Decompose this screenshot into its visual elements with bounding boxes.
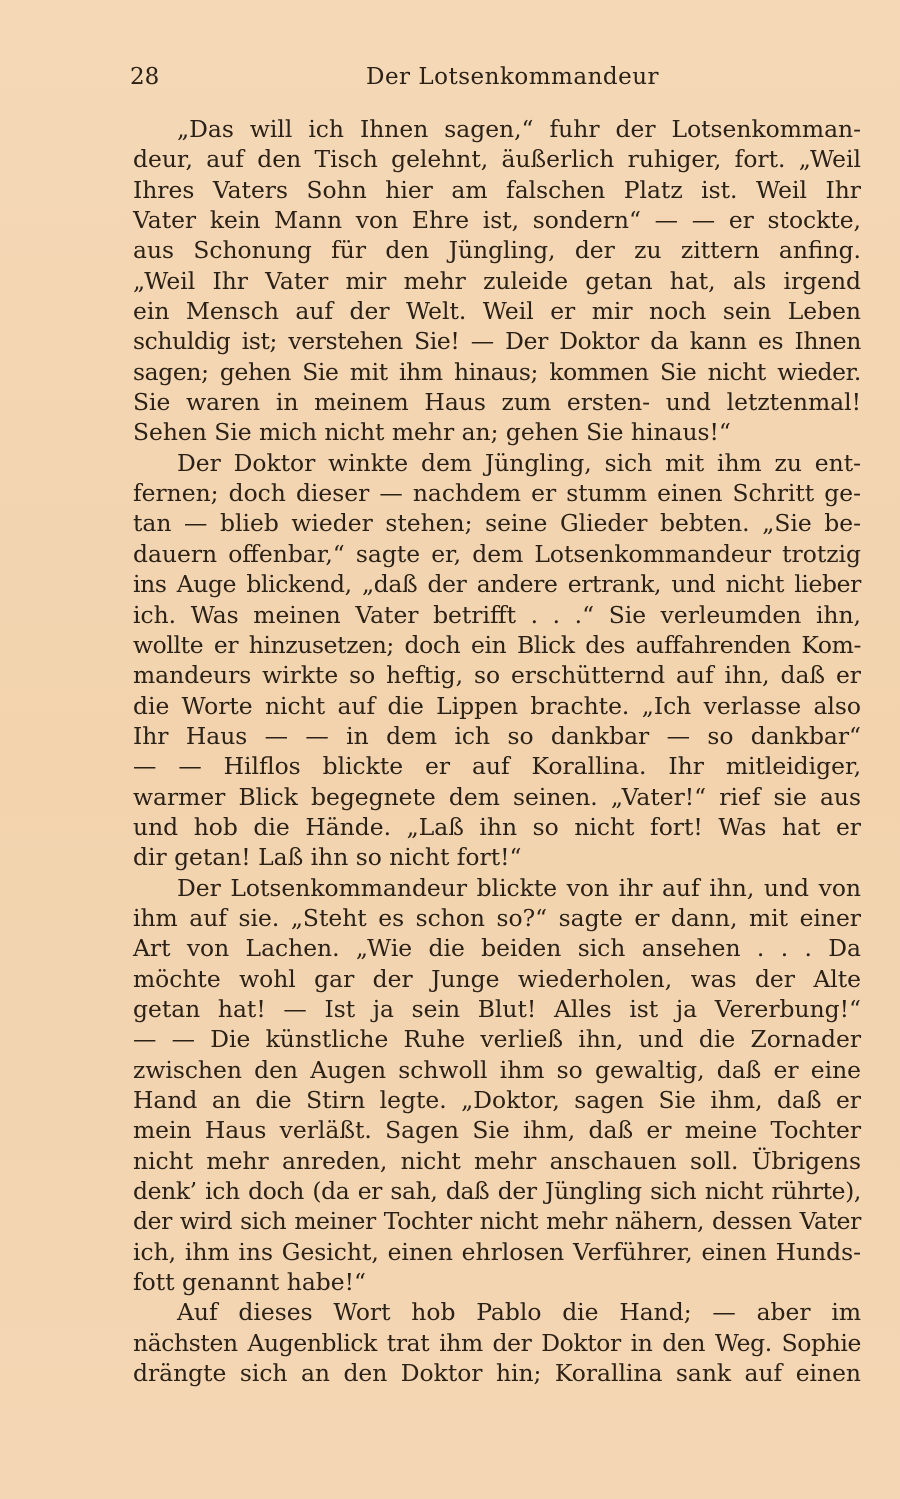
text-line: denk’ ich doch (da er sah, daß der Jüngling sich nicht rührte), xyxy=(133,1177,861,1206)
text-line: — — Hilflos blickte er auf Korallina. Ihr mitleidiger, xyxy=(133,752,861,781)
running-head xyxy=(130,60,860,94)
running-title: Der Lotsenkommandeur xyxy=(366,64,660,90)
text-line: möchte wohl gar der Junge wiederholen, was der Alte xyxy=(133,964,861,993)
text-line: Hand an die Stirn legte. „Doktor, sagen Sie ihm, daß er xyxy=(133,1086,861,1114)
text-line: „Das will ich Ihnen sagen,“ fuhr der Lotsenkomman- xyxy=(177,115,861,143)
text-line: getan hat! — Ist ja sein Blut! Alles ist ja Vererbung!“ xyxy=(133,994,861,1023)
text-line: deur, auf den Tisch gelehnt, äußerlich ruhiger, fort. „Weil xyxy=(133,145,861,174)
text-line: ich. Was meinen Vater betrifft . . .“ Sie verleumden ihn, xyxy=(133,600,861,629)
text-line: mandeurs wirkte so heftig, so erschütternd auf ihn, daß er xyxy=(133,661,861,690)
text-line: der wird sich meiner Tochter nicht mehr nähern, dessen Vater xyxy=(133,1207,861,1236)
text-line: Vater kein Mann von Ehre ist, sondern“ — — er stockte, xyxy=(133,206,861,235)
text-line: ich, ihm ins Gesicht, einen ehrlosen Verführer, einen Hunds- xyxy=(133,1237,861,1266)
text-line: sagen; gehen Sie mit ihm hinaus; kommen Sie nicht wieder. xyxy=(133,357,861,386)
text-line: tan — blieb wieder stehen; seine Glieder bebten. „Sie be- xyxy=(133,509,861,538)
text-line: dir getan! Laß ihn so nicht fort!“ xyxy=(133,843,522,872)
text-line: Der Doktor winkte dem Jüngling, sich mit ihm zu ent- xyxy=(177,448,861,477)
text-line: warmer Blick begegnete dem seinen. „Vater!“ rief sie aus xyxy=(133,782,861,811)
text-line: drängte sich an den Doktor hin; Korallina sank auf einen xyxy=(133,1359,861,1388)
text-line: zwischen den Augen schwoll ihm so gewaltig, daß er eine xyxy=(133,1055,861,1084)
text-line: mein Haus verläßt. Sagen Sie ihm, daß er meine Tochter xyxy=(133,1116,861,1145)
text-line: ein Mensch auf der Welt. Weil er mir noch sein Leben xyxy=(133,297,861,326)
text-line: Sie waren in meinem Haus zum ersten- und letztenmal! xyxy=(133,388,861,417)
text-line: dauern offenbar,“ sagte er, dem Lotsenkommandeur trotzig xyxy=(133,539,861,568)
text-line: wollte er hinzusetzen; doch ein Blick des auffahrenden Kom- xyxy=(133,630,861,659)
page-number: 28 xyxy=(130,64,160,90)
text-line: schuldig ist; verstehen Sie! — Der Doktor da kann es Ihnen xyxy=(133,327,861,356)
text-line: fott genannt habe!“ xyxy=(133,1268,366,1297)
text-line: Sehen Sie mich nicht mehr an; gehen Sie hinaus!“ xyxy=(133,418,731,447)
text-line: die Worte nicht auf die Lippen brachte. „Ich verlasse also xyxy=(133,691,861,720)
text-line: — — Die künstliche Ruhe verließ ihn, und die Zornader xyxy=(133,1025,861,1054)
text-line: Auf dieses Wort hob Pablo die Hand; — aber im xyxy=(177,1298,861,1327)
text-line: und hob die Hände. „Laß ihn so nicht fort! Was hat er xyxy=(133,812,861,841)
text-line: Art von Lachen. „Wie die beiden sich ansehen . . . Da xyxy=(133,934,861,963)
text-line: Der Lotsenkommandeur blickte von ihr auf ihn, und von xyxy=(177,873,861,902)
text-line: aus Schonung für den Jüngling, der zu zittern anfing. xyxy=(133,236,861,265)
text-line: fernen; doch dieser — nachdem er stumm einen Schritt ge- xyxy=(133,479,861,508)
text-line: Ihr Haus — — in dem ich so dankbar — so dankbar“ xyxy=(133,721,861,750)
body-text xyxy=(133,114,861,1388)
text-line: ins Auge blickend, „daß der andere ertrank, und nicht lieber xyxy=(133,570,861,599)
text-line: ihm auf sie. „Steht es schon so?“ sagte er dann, mit einer xyxy=(133,903,861,932)
text-line: „Weil Ihr Vater mir mehr zuleide getan hat, als irgend xyxy=(133,266,861,295)
text-line: Ihres Vaters Sohn hier am falschen Platz ist. Weil Ihr xyxy=(133,175,861,204)
text-line: nicht mehr anreden, nicht mehr anschauen soll. Übrigens xyxy=(133,1146,861,1175)
text-line: nächsten Augenblick trat ihm der Doktor in den Weg. Sophie xyxy=(133,1328,861,1357)
